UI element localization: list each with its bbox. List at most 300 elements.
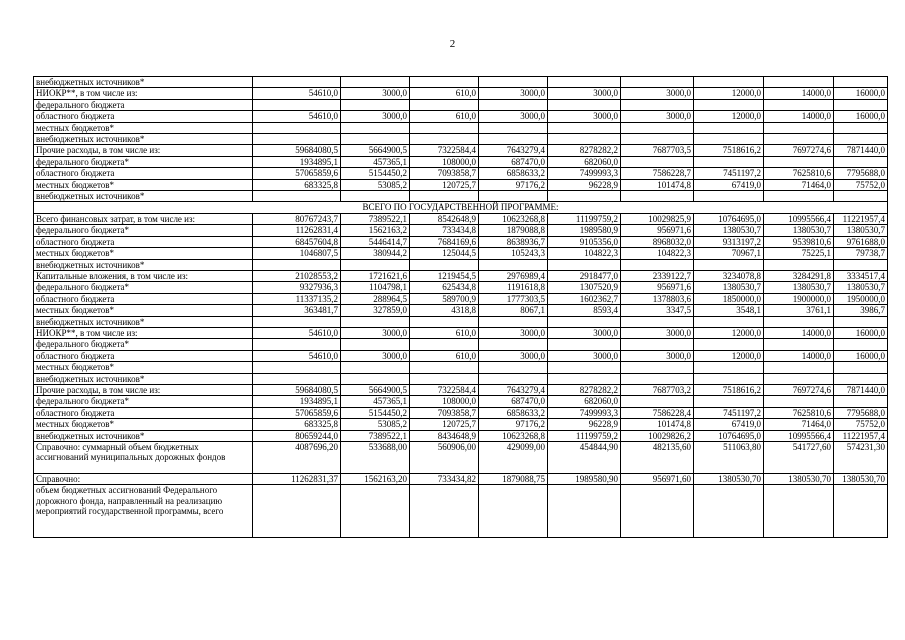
value-cell	[621, 156, 694, 167]
value-cell: 1900000,0	[764, 293, 834, 304]
value-cell: 956971,60	[621, 474, 694, 485]
value-cell	[410, 373, 479, 384]
table-row	[34, 168, 888, 179]
value-cell: 54610,0	[253, 111, 341, 122]
value-cell: 10764695,0	[694, 213, 764, 224]
table-row	[34, 145, 888, 156]
row-label: внебюджетных источников*	[34, 373, 253, 384]
value-cell: 3000,0	[621, 350, 694, 361]
table-row	[34, 282, 888, 293]
value-cell: 574231,30	[834, 442, 888, 474]
value-cell: 7322584,4	[410, 384, 479, 395]
value-cell: 7697274,6	[764, 145, 834, 156]
value-cell: 1380530,7	[764, 282, 834, 293]
value-cell: 956971,6	[621, 282, 694, 293]
value-cell: 7871440,0	[834, 145, 888, 156]
value-cell: 7643279,4	[479, 145, 548, 156]
row-label: местных бюджетов*	[34, 362, 253, 373]
value-cell	[834, 373, 888, 384]
value-cell	[834, 362, 888, 373]
value-cell: 53085,2	[341, 179, 410, 190]
value-cell: 1307520,9	[548, 282, 621, 293]
value-cell: 7499993,3	[548, 168, 621, 179]
value-cell: 16000,0	[834, 88, 888, 99]
section-header-row	[34, 202, 888, 213]
value-cell	[764, 362, 834, 373]
value-cell	[834, 259, 888, 270]
value-cell: 120725,7	[410, 179, 479, 190]
value-cell	[341, 77, 410, 88]
value-cell: 75752,0	[834, 179, 888, 190]
table-row	[34, 474, 888, 485]
table-row	[34, 442, 888, 474]
table-row	[34, 213, 888, 224]
value-cell: 687470,0	[479, 396, 548, 407]
value-cell: 7795688,0	[834, 168, 888, 179]
table-row	[34, 134, 888, 145]
value-cell	[548, 339, 621, 350]
table-row	[34, 248, 888, 259]
table-row	[34, 327, 888, 338]
row-label: федерального бюджета*	[34, 282, 253, 293]
table-row	[34, 156, 888, 167]
value-cell	[694, 134, 764, 145]
value-cell	[764, 122, 834, 133]
value-cell	[764, 191, 834, 202]
value-cell: 363481,7	[253, 305, 341, 316]
value-cell: 610,0	[410, 111, 479, 122]
budget-table-body	[34, 77, 888, 538]
value-cell: 1380530,70	[694, 474, 764, 485]
value-cell: 1934895,1	[253, 156, 341, 167]
table-row	[34, 485, 888, 538]
value-cell	[694, 156, 764, 167]
value-cell: 1380530,7	[834, 225, 888, 236]
value-cell: 3000,0	[479, 88, 548, 99]
value-cell: 53085,2	[341, 419, 410, 430]
value-cell: 108000,0	[410, 156, 479, 167]
value-cell	[764, 259, 834, 270]
value-cell	[341, 191, 410, 202]
value-cell	[341, 259, 410, 270]
value-cell: 1602362,7	[548, 293, 621, 304]
value-cell	[764, 396, 834, 407]
row-label: местных бюджетов*	[34, 305, 253, 316]
value-cell	[621, 122, 694, 133]
value-cell	[479, 122, 548, 133]
value-cell	[764, 77, 834, 88]
value-cell	[834, 191, 888, 202]
value-cell: 8593,4	[548, 305, 621, 316]
value-cell: 11221957,4	[834, 430, 888, 441]
row-label: областного бюджета	[34, 111, 253, 122]
value-cell: 7643279,4	[479, 384, 548, 395]
row-label: федерального бюджета	[34, 99, 253, 110]
value-cell: 1104798,1	[341, 282, 410, 293]
value-cell: 327859,0	[341, 305, 410, 316]
value-cell: 682060,0	[548, 156, 621, 167]
value-cell: 57065859,6	[253, 168, 341, 179]
value-cell: 7697274,6	[764, 384, 834, 395]
value-cell: 8067,1	[479, 305, 548, 316]
value-cell: 97176,2	[479, 419, 548, 430]
value-cell	[253, 316, 341, 327]
value-cell: 8278282,2	[548, 384, 621, 395]
value-cell: 7871440,0	[834, 384, 888, 395]
value-cell	[253, 485, 341, 538]
value-cell	[834, 316, 888, 327]
value-cell	[253, 339, 341, 350]
value-cell: 96228,9	[548, 419, 621, 430]
value-cell	[834, 99, 888, 110]
value-cell: 3234078,8	[694, 270, 764, 281]
table-row	[34, 362, 888, 373]
value-cell	[764, 156, 834, 167]
value-cell	[621, 99, 694, 110]
value-cell: 3000,0	[548, 327, 621, 338]
value-cell: 12000,0	[694, 111, 764, 122]
value-cell	[764, 99, 834, 110]
row-label: федерального бюджета*	[34, 156, 253, 167]
value-cell: 457365,1	[341, 156, 410, 167]
value-cell: 7625810,6	[764, 407, 834, 418]
value-cell: 3000,0	[621, 111, 694, 122]
value-cell	[479, 339, 548, 350]
value-cell	[410, 339, 479, 350]
value-cell	[764, 373, 834, 384]
value-cell	[341, 362, 410, 373]
value-cell	[410, 77, 479, 88]
value-cell: 7518616,2	[694, 145, 764, 156]
value-cell	[479, 485, 548, 538]
table-row	[34, 236, 888, 247]
table-row	[34, 305, 888, 316]
value-cell	[834, 485, 888, 538]
value-cell: 105243,3	[479, 248, 548, 259]
value-cell: 14000,0	[764, 111, 834, 122]
value-cell: 1850000,0	[694, 293, 764, 304]
value-cell: 10764695,0	[694, 430, 764, 441]
value-cell: 9105356,0	[548, 236, 621, 247]
value-cell: 1721621,6	[341, 270, 410, 281]
row-label: НИОКР**, в том числе из:	[34, 327, 253, 338]
value-cell: 610,0	[410, 327, 479, 338]
value-cell	[694, 77, 764, 88]
table-row	[34, 316, 888, 327]
row-label: Всего финансовых затрат, в том числе из:	[34, 213, 253, 224]
value-cell: 16000,0	[834, 327, 888, 338]
value-cell: 12000,0	[694, 327, 764, 338]
row-label: областного бюджета	[34, 293, 253, 304]
row-label: Прочие расходы, в том числе из:	[34, 145, 253, 156]
table-row	[34, 111, 888, 122]
value-cell	[253, 373, 341, 384]
row-label: НИОКР**, в том числе из:	[34, 88, 253, 99]
row-label: местных бюджетов*	[34, 248, 253, 259]
value-cell	[621, 134, 694, 145]
table-row	[34, 384, 888, 395]
value-cell: 6858633,2	[479, 407, 548, 418]
value-cell: 5664900,5	[341, 384, 410, 395]
value-cell	[479, 373, 548, 384]
value-cell	[479, 134, 548, 145]
value-cell: 1950000,0	[834, 293, 888, 304]
value-cell: 3000,0	[548, 88, 621, 99]
value-cell: 1879088,8	[479, 225, 548, 236]
value-cell: 11262831,37	[253, 474, 341, 485]
value-cell: 10623268,8	[479, 213, 548, 224]
value-cell	[834, 122, 888, 133]
value-cell: 12000,0	[694, 88, 764, 99]
table-row	[34, 339, 888, 350]
value-cell	[834, 396, 888, 407]
value-cell: 59684080,5	[253, 145, 341, 156]
value-cell: 533688,00	[341, 442, 410, 474]
value-cell	[253, 122, 341, 133]
value-cell	[764, 339, 834, 350]
value-cell: 14000,0	[764, 350, 834, 361]
value-cell	[621, 259, 694, 270]
value-cell: 733434,8	[410, 225, 479, 236]
value-cell	[479, 259, 548, 270]
value-cell: 7389522,1	[341, 430, 410, 441]
value-cell: 8278282,2	[548, 145, 621, 156]
value-cell: 125044,5	[410, 248, 479, 259]
value-cell: 288964,5	[341, 293, 410, 304]
row-label: внебюджетных источников*	[34, 134, 253, 145]
table-row	[34, 179, 888, 190]
value-cell: 1046807,5	[253, 248, 341, 259]
value-cell: 3000,0	[479, 350, 548, 361]
value-cell	[694, 373, 764, 384]
value-cell: 59684080,5	[253, 384, 341, 395]
value-cell: 1777303,5	[479, 293, 548, 304]
value-cell	[253, 99, 341, 110]
value-cell: 1380530,7	[764, 225, 834, 236]
table-row	[34, 373, 888, 384]
row-label: внебюджетных источников*	[34, 430, 253, 441]
value-cell	[834, 134, 888, 145]
value-cell: 10029825,9	[621, 213, 694, 224]
value-cell: 5154450,2	[341, 407, 410, 418]
value-cell	[834, 77, 888, 88]
value-cell: 8638936,7	[479, 236, 548, 247]
value-cell: 8968032,0	[621, 236, 694, 247]
row-label: областного бюджета	[34, 168, 253, 179]
value-cell: 560906,00	[410, 442, 479, 474]
row-label: местных бюджетов*	[34, 179, 253, 190]
value-cell: 7518616,2	[694, 384, 764, 395]
value-cell: 1380530,70	[834, 474, 888, 485]
value-cell: 3000,0	[548, 111, 621, 122]
value-cell	[253, 259, 341, 270]
value-cell: 108000,0	[410, 396, 479, 407]
value-cell: 71464,0	[764, 419, 834, 430]
value-cell: 380944,2	[341, 248, 410, 259]
value-cell: 1989580,90	[548, 474, 621, 485]
table-row	[34, 225, 888, 236]
table-row	[34, 407, 888, 418]
value-cell: 8542648,9	[410, 213, 479, 224]
value-cell: 7093858,7	[410, 407, 479, 418]
value-cell	[548, 485, 621, 538]
value-cell: 11199759,2	[548, 213, 621, 224]
value-cell: 482135,60	[621, 442, 694, 474]
value-cell: 9313197,2	[694, 236, 764, 247]
table-row	[34, 77, 888, 88]
value-cell	[410, 316, 479, 327]
value-cell: 3000,0	[621, 327, 694, 338]
value-cell: 12000,0	[694, 350, 764, 361]
table-row	[34, 99, 888, 110]
value-cell: 1562163,20	[341, 474, 410, 485]
value-cell	[694, 339, 764, 350]
value-cell	[341, 122, 410, 133]
value-cell	[341, 339, 410, 350]
value-cell: 104822,3	[548, 248, 621, 259]
value-cell: 104822,3	[621, 248, 694, 259]
value-cell: 682060,0	[548, 396, 621, 407]
value-cell	[479, 316, 548, 327]
value-cell: 3284291,8	[764, 270, 834, 281]
value-cell	[548, 316, 621, 327]
table-row	[34, 191, 888, 202]
value-cell	[621, 339, 694, 350]
value-cell	[479, 77, 548, 88]
value-cell: 11337135,2	[253, 293, 341, 304]
value-cell: 1879088,75	[479, 474, 548, 485]
value-cell: 7586228,7	[621, 168, 694, 179]
value-cell: 1989580,9	[548, 225, 621, 236]
value-cell: 1191618,8	[479, 282, 548, 293]
value-cell: 21028553,2	[253, 270, 341, 281]
row-label: внебюджетных источников*	[34, 191, 253, 202]
value-cell: 54610,0	[253, 350, 341, 361]
value-cell	[341, 134, 410, 145]
value-cell: 10995566,4	[764, 213, 834, 224]
value-cell: 11199759,2	[548, 430, 621, 441]
value-cell: 9761688,0	[834, 236, 888, 247]
value-cell	[764, 134, 834, 145]
value-cell: 1562163,2	[341, 225, 410, 236]
budget-table	[33, 76, 888, 538]
value-cell	[341, 99, 410, 110]
value-cell: 5446414,7	[341, 236, 410, 247]
value-cell: 5154450,2	[341, 168, 410, 179]
value-cell: 541727,60	[764, 442, 834, 474]
value-cell	[548, 99, 621, 110]
value-cell: 7625810,6	[764, 168, 834, 179]
value-cell: 9327936,3	[253, 282, 341, 293]
value-cell	[694, 485, 764, 538]
value-cell: 7093858,7	[410, 168, 479, 179]
value-cell: 4087696,20	[253, 442, 341, 474]
row-label: федерального бюджета*	[34, 225, 253, 236]
value-cell	[548, 259, 621, 270]
table-row	[34, 350, 888, 361]
value-cell: 96228,9	[548, 179, 621, 190]
value-cell: 7451197,2	[694, 168, 764, 179]
value-cell: 1219454,5	[410, 270, 479, 281]
value-cell	[621, 77, 694, 88]
value-cell: 75225,1	[764, 248, 834, 259]
value-cell: 7586228,4	[621, 407, 694, 418]
value-cell	[694, 122, 764, 133]
value-cell: 683325,8	[253, 419, 341, 430]
value-cell	[764, 316, 834, 327]
section-title: ВСЕГО ПО ГОСУДАРСТВЕННОЙ ПРОГРАММЕ:	[34, 202, 888, 213]
value-cell	[341, 485, 410, 538]
value-cell: 75752,0	[834, 419, 888, 430]
value-cell: 7687703,2	[621, 384, 694, 395]
value-cell: 589700,9	[410, 293, 479, 304]
value-cell: 3986,7	[834, 305, 888, 316]
value-cell	[410, 485, 479, 538]
value-cell: 120725,7	[410, 419, 479, 430]
value-cell: 3000,0	[621, 88, 694, 99]
value-cell: 610,0	[410, 350, 479, 361]
value-cell: 1380530,7	[694, 282, 764, 293]
value-cell	[694, 99, 764, 110]
value-cell: 3000,0	[341, 327, 410, 338]
value-cell: 11221957,4	[834, 213, 888, 224]
value-cell: 70967,1	[694, 248, 764, 259]
row-label: федерального бюджета*	[34, 396, 253, 407]
value-cell: 4318,8	[410, 305, 479, 316]
value-cell: 3000,0	[479, 327, 548, 338]
value-cell	[621, 396, 694, 407]
value-cell: 3000,0	[341, 350, 410, 361]
value-cell	[548, 362, 621, 373]
row-label: местных бюджетов*	[34, 122, 253, 133]
value-cell: 3347,5	[621, 305, 694, 316]
table-row	[34, 88, 888, 99]
value-cell: 1380530,7	[694, 225, 764, 236]
row-label: Справочно:	[34, 474, 253, 485]
value-cell: 429099,00	[479, 442, 548, 474]
value-cell: 3761,1	[764, 305, 834, 316]
value-cell	[410, 134, 479, 145]
value-cell: 1380530,70	[764, 474, 834, 485]
value-cell	[548, 191, 621, 202]
value-cell: 7451197,2	[694, 407, 764, 418]
value-cell: 101474,8	[621, 179, 694, 190]
value-cell	[253, 191, 341, 202]
value-cell	[410, 122, 479, 133]
value-cell: 2918477,0	[548, 270, 621, 281]
row-label: внебюджетных источников*	[34, 77, 253, 88]
value-cell	[253, 77, 341, 88]
value-cell	[253, 134, 341, 145]
value-cell	[341, 316, 410, 327]
value-cell	[410, 362, 479, 373]
value-cell	[479, 362, 548, 373]
value-cell: 6858633,2	[479, 168, 548, 179]
value-cell: 67419,0	[694, 419, 764, 430]
value-cell: 79738,7	[834, 248, 888, 259]
row-label: федерального бюджета*	[34, 339, 253, 350]
value-cell: 1380530,7	[834, 282, 888, 293]
value-cell	[764, 485, 834, 538]
value-cell: 1934895,1	[253, 396, 341, 407]
value-cell: 457365,1	[341, 396, 410, 407]
value-cell: 97176,2	[479, 179, 548, 190]
value-cell	[548, 122, 621, 133]
value-cell: 10995566,4	[764, 430, 834, 441]
table-row	[34, 419, 888, 430]
value-cell: 625434,8	[410, 282, 479, 293]
value-cell: 80659244,0	[253, 430, 341, 441]
